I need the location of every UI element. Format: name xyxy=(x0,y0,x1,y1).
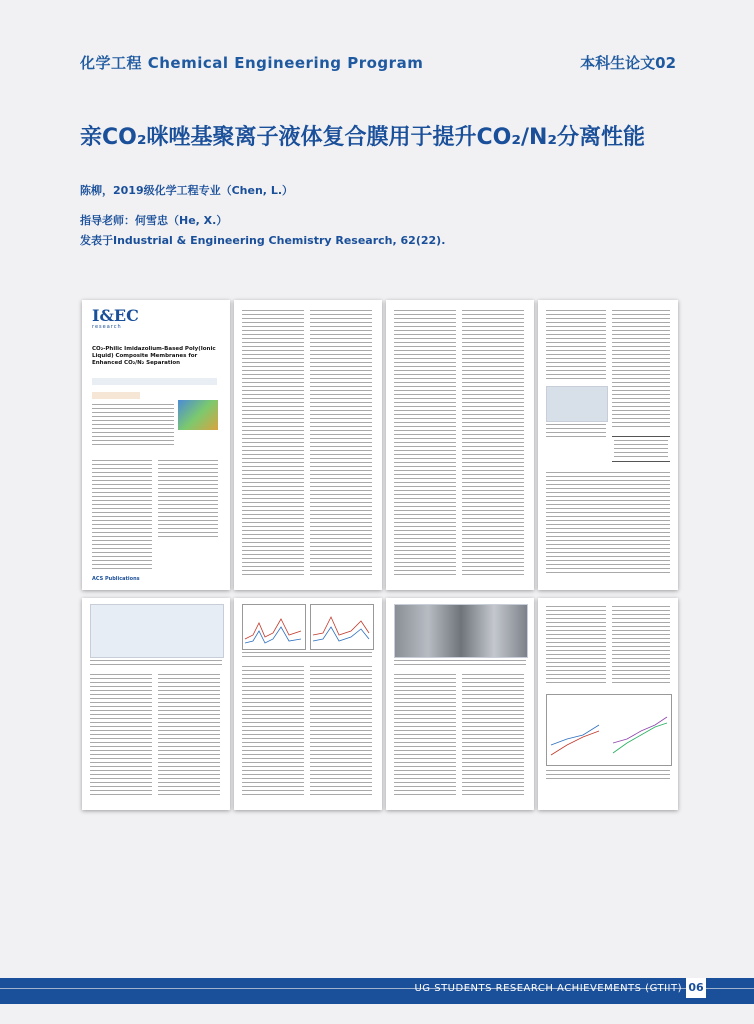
page4-column-left xyxy=(546,310,606,380)
paper-page-8 xyxy=(538,598,678,810)
page4-column-lower xyxy=(546,472,670,576)
section-label: 本科生论文02 xyxy=(580,54,676,72)
acs-publications-logo: ACS Publications xyxy=(92,576,140,582)
performance-plot-lines xyxy=(547,695,671,765)
page5-column-left xyxy=(90,674,152,798)
toc-graphic xyxy=(178,400,218,430)
spectra-lines-a xyxy=(243,605,305,649)
page8-caption xyxy=(546,770,670,782)
article-title: 亲CO₂咪唑基聚离子液体复合膜用于提升CO₂/N₂分离性能 xyxy=(80,125,646,150)
page3-column-right xyxy=(462,310,524,576)
spectra-plot-b xyxy=(310,604,374,650)
paper-title: CO₂-Philic Imidazolium-Based Poly(Ionic Liquid) Composite Membranes for Enhanced CO₂/N₂ Separation xyxy=(92,346,216,366)
page7-column-left xyxy=(394,674,456,798)
paper-page-6 xyxy=(234,598,382,810)
publication-source: 发表于Industrial & Engineering Chemistry Research, 62(22). xyxy=(80,234,446,247)
page2-column-left xyxy=(242,310,304,576)
paper-page-5 xyxy=(82,598,230,810)
page6-caption xyxy=(242,652,372,660)
page5-column-right xyxy=(158,674,220,798)
footer-text: UG STUDENTS RESEARCH ACHIEVEMENTS (GTIIT) xyxy=(414,983,682,994)
access-badge xyxy=(92,392,140,399)
page6-column-right xyxy=(310,666,372,798)
paper-pages-collage xyxy=(82,300,678,812)
page8-column-left xyxy=(546,606,606,686)
sem-images-figure xyxy=(394,604,528,658)
page4-caption xyxy=(546,424,606,438)
abstract-text xyxy=(92,404,174,448)
article-toolbar xyxy=(92,378,217,385)
paper-page-1 xyxy=(82,300,230,590)
page3-column-left xyxy=(394,310,456,576)
page8-column-right xyxy=(612,606,670,686)
performance-plots-figure xyxy=(546,694,672,766)
header xyxy=(0,0,754,72)
paper-page-3 xyxy=(386,300,534,590)
data-table xyxy=(612,436,670,462)
advisor-line: 指导老师：何雪忠（He, X.） xyxy=(80,214,228,227)
paper-page-7 xyxy=(386,598,534,810)
membrane-schematic-figure xyxy=(546,386,608,422)
page4-column-right xyxy=(612,310,670,430)
synthesis-diagram-figure xyxy=(90,604,224,658)
intro-text-right xyxy=(158,460,218,540)
page2-column-right xyxy=(310,310,372,576)
page7-column-right xyxy=(462,674,524,798)
page5-caption xyxy=(90,660,222,668)
intro-text-left xyxy=(92,460,152,570)
journal-logo: I&EC research xyxy=(92,306,139,330)
page6-column-left xyxy=(242,666,304,798)
paper-page-4 xyxy=(538,300,678,590)
author-line: 陈柳，2019级化学工程专业（Chen, L.） xyxy=(80,184,294,197)
paper-page-2 xyxy=(234,300,382,590)
page-number: 06 xyxy=(686,978,706,998)
spectra-plot-a xyxy=(242,604,306,650)
spectra-lines-b xyxy=(311,605,373,649)
program-title: 化学工程 Chemical Engineering Program xyxy=(80,54,424,72)
page7-caption xyxy=(394,660,526,668)
